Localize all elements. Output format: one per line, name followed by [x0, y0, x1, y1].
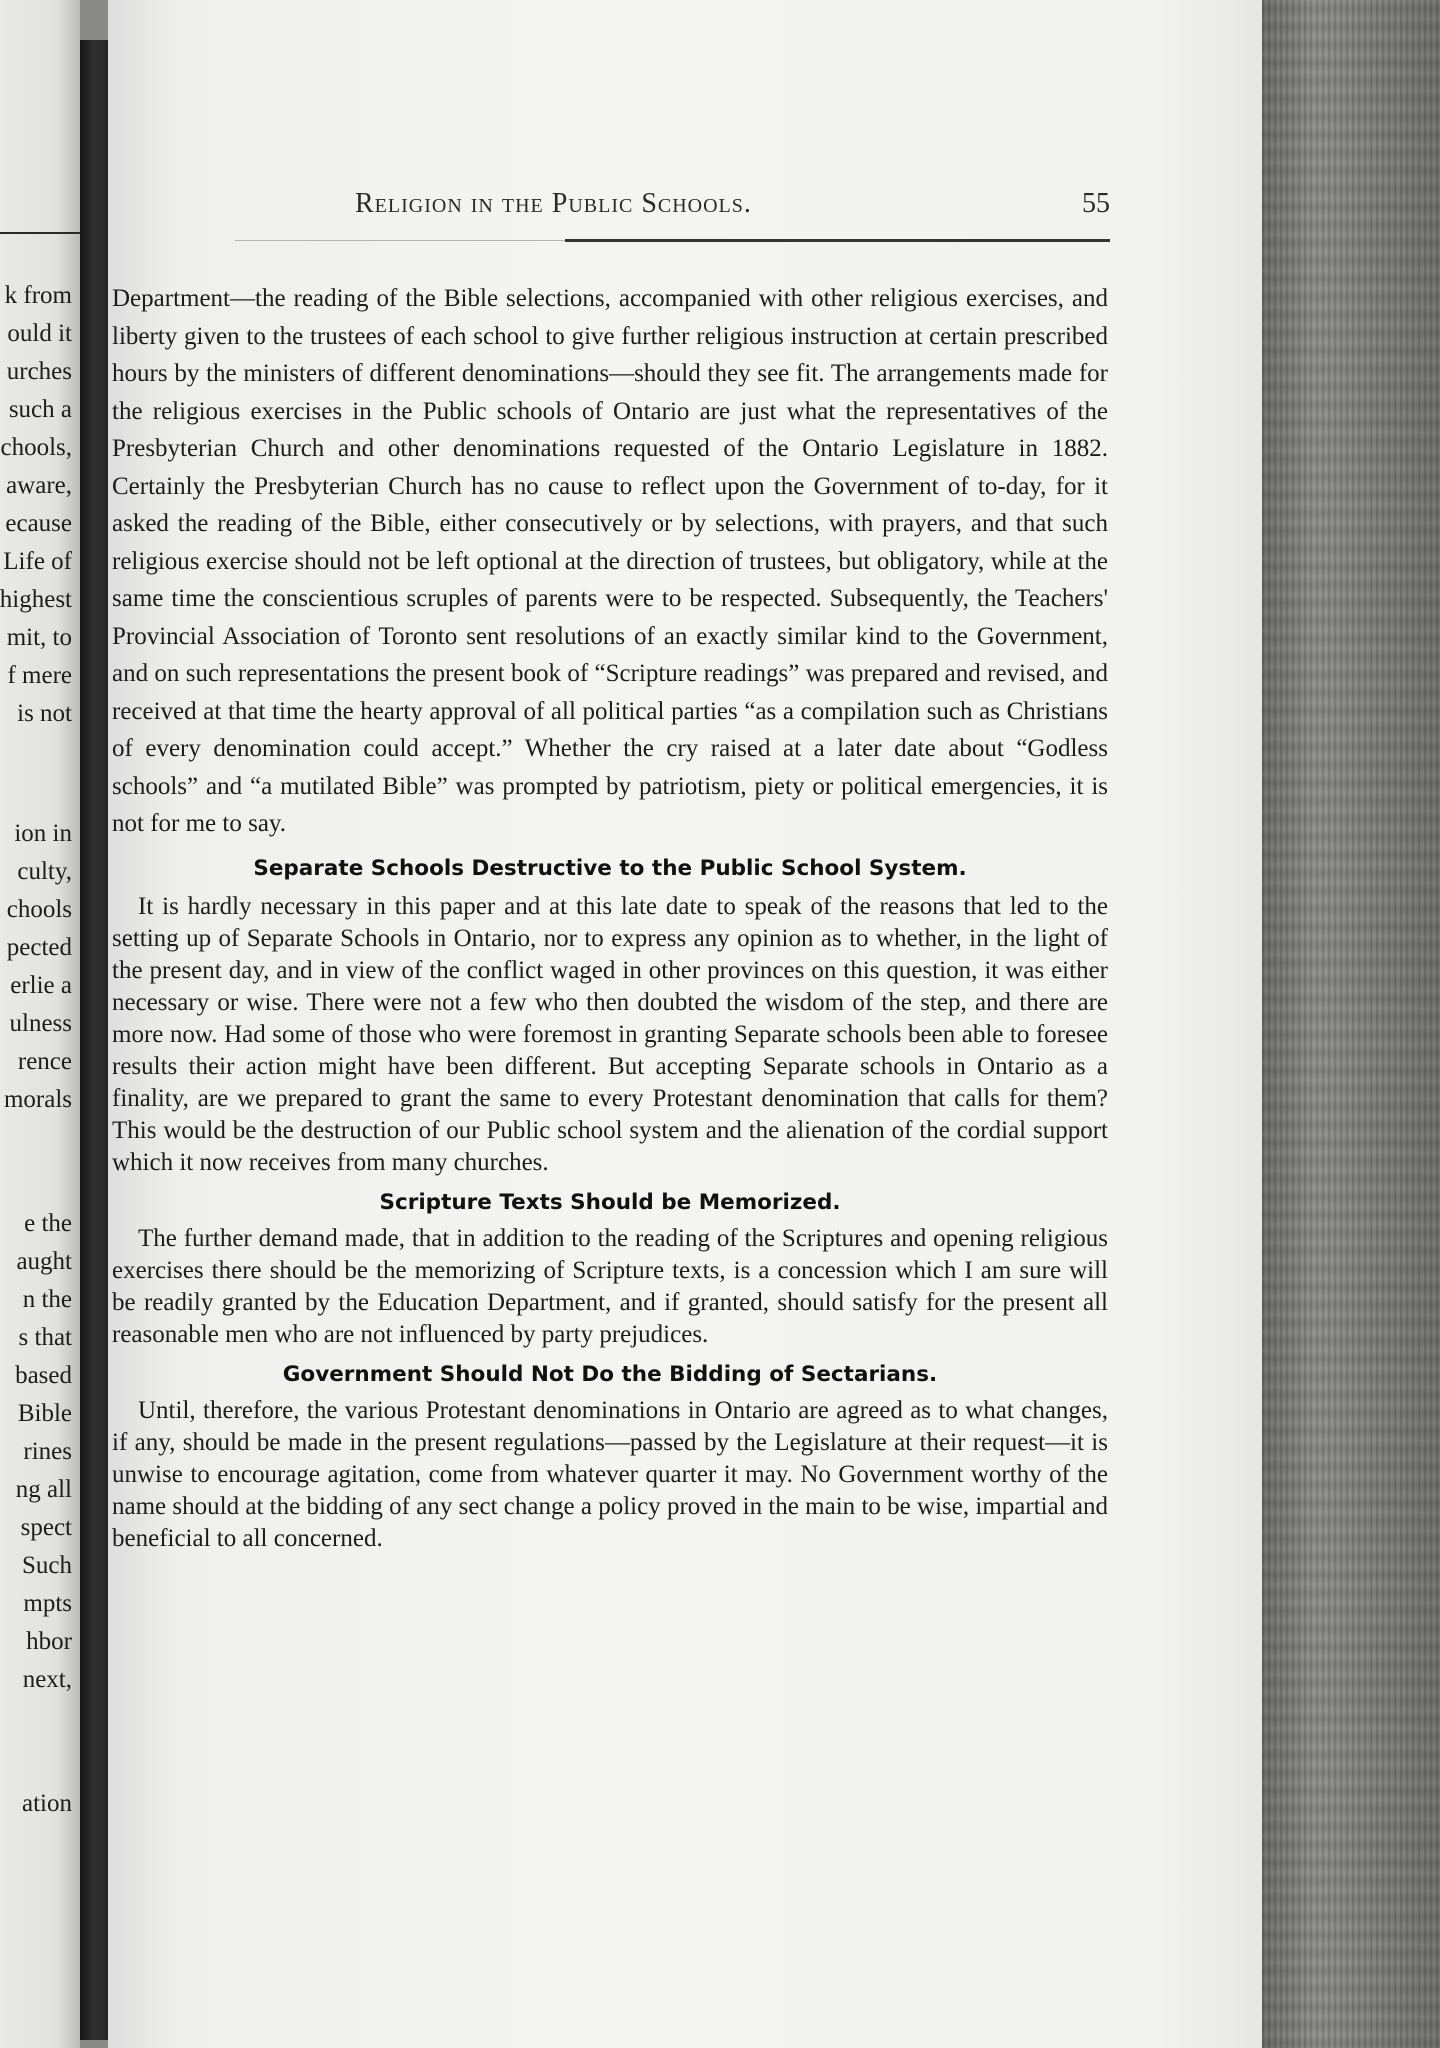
facing-page-fragment: mit, to: [6, 624, 72, 651]
paragraph-continued: Department—the reading of the Bible selections, accompanied with other religious exercises, and liberty given to the trustees of each school to give further religious instruction at certain prescribed hours by the ministers of different denominations—should they see fit. The arrangements made for the religious exercises in the Public schools of Ontario are just what the representatives of the Presbyterian Church and other denominations requested of the Ontario Legislature in 1882. Certainly the Presbyterian Church has no cause to reflect upon the Government of to-day, for it asked the reading of the Bible, either consecutively or by selections, with prayers, and that such religious exercise should not be left optional at the direction of trustees, but obligatory, while at the same time the conscientious scruples of parents were to be respected. Subsequently, the Teachers' Provincial Association of Toronto sent resolutions of an exactly similar kind to the Government, and on such representations the present book of “Scripture readings” was prepared and revised, and received at that time the hearty approval of all political parties “as a compilation such as Christians of every denomination could accept.” Whether the cry raised at a later date about “Godless schools” and “a mutilated Bible” was prompted by patriotism, piety or political emergencies, it is not for me to say.: [112, 285, 1108, 837]
facing-page-fragment: Bible: [17, 1400, 72, 1427]
facing-page-fragment: s that: [18, 1324, 72, 1351]
page-header: [115, 188, 1110, 228]
facing-page-fragment: such a: [8, 396, 72, 423]
facing-page-fragment: highest: [0, 586, 72, 613]
facing-page-fragment: chools: [6, 896, 72, 923]
facing-page-fragment: is not: [17, 700, 72, 727]
facing-page-fragment: f mere: [7, 662, 72, 689]
facing-page-fragment: aware,: [6, 472, 72, 499]
section-heading-separate-schools: Separate Schools Destructive to the Public School System.: [253, 855, 967, 881]
section-heading-scripture-texts: Scripture Texts Should be Memorized.: [379, 1189, 841, 1215]
page-edges: [1262, 0, 1440, 2048]
facing-page-fragment: rence: [17, 1048, 72, 1075]
facing-page-fragment: next,: [22, 1666, 72, 1693]
facing-page-fragment: ecause: [5, 510, 72, 537]
paragraph-scripture-texts: The further demand made, that in addition to the reading of the Scriptures and opening religious exercises there should be the memorizing of Scripture texts, is a concession which I am sure will be readily granted by the Education Department, and if granted, should satisfy for the present all reasonable men who are not influenced by party prejudices.: [112, 1224, 1108, 1348]
page-body: [112, 280, 1108, 1555]
facing-page-fragment: ould it: [7, 320, 72, 347]
facing-page-fragment: pected: [6, 934, 72, 961]
facing-page-fragment: mpts: [23, 1590, 72, 1617]
facing-page-fragment: aught: [16, 1248, 72, 1275]
page-number: 55: [1082, 188, 1110, 219]
facing-page-fragment: morals: [3, 1086, 72, 1113]
paragraph-government: Until, therefore, the various Protestant denominations in Ontario are agreed as to what changes, if any, should be made in the present regulations—passed by the Legislature at their request—it is unwise to encourage agitation, come from whatever quarter it may. No Government worthy of the name should at the bidding of any sect change a policy proved in the main to be wise, impartial and beneficial to all concerned.: [112, 1396, 1108, 1552]
facing-page-fragment: spect: [20, 1514, 72, 1541]
facing-page-fragment: based: [15, 1362, 72, 1389]
facing-page-fragment: ulness: [9, 1010, 72, 1037]
facing-page-fragment: hbor: [26, 1628, 72, 1655]
facing-page-fragment: urches: [6, 358, 72, 385]
facing-page-fragment: Life of: [3, 548, 72, 575]
facing-page-fragment: ation: [22, 1790, 72, 1817]
running-head: Religion in the Public Schools.: [355, 188, 752, 219]
section-heading-government: Government Should Not Do the Bidding of Sectarians.: [282, 1361, 938, 1387]
facing-page-fragment: ion in: [14, 820, 72, 847]
facing-page-fragment: Such: [22, 1552, 72, 1579]
header-rule-faint: [235, 240, 565, 241]
facing-page-left: [0, 0, 80, 2048]
facing-page-fragment: n the: [22, 1286, 72, 1313]
facing-page-fragment: erlie a: [10, 972, 72, 999]
facing-page-fragment: e the: [24, 1210, 72, 1237]
facing-page-fragment: k from: [4, 282, 72, 309]
facing-page-fragment: ng all: [15, 1476, 72, 1503]
paragraph-separate-schools: It is hardly necessary in this paper and at this late date to speak of the reasons that led to the setting up of Separate Schools in Ontario, nor to express any opinion as to whether, in the light of the present day, and in view of the conflict waged in other provinces on this question, it was either necessary or wise. There were not a few who then doubted the wisdom of the step, and there are more now. Had some of those who were foremost in granting Separate schools been able to foresee results their action might have been different. But accepting Separate schools in Ontario as a finality, are we prepared to grant the same to every Protestant denomination that calls for them? This would be the destruction of our Public school system and the alienation of the cordial support which it now receives from many churches.: [112, 892, 1108, 1176]
facing-page-fragment: chools,: [0, 434, 72, 461]
facing-page-rule: [0, 232, 80, 234]
facing-page-fragment: rines: [23, 1438, 72, 1465]
facing-page-fragment: culty,: [17, 858, 72, 885]
header-rule: [565, 239, 1110, 242]
